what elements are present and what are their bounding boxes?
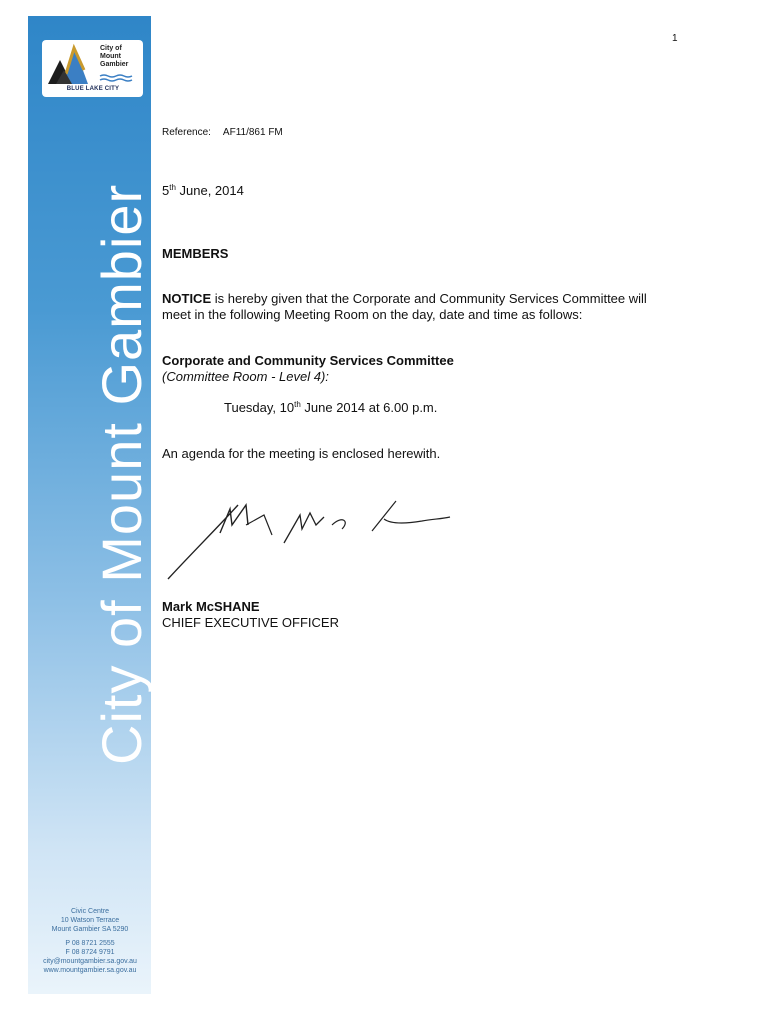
notice-text: is hereby given that the Corporate and Community Services Committee will (211, 291, 647, 306)
website-url: www.mountgambier.sa.gov.au (43, 966, 137, 974)
council-address (30, 908, 150, 976)
signature-icon (160, 495, 460, 585)
date-rest: June, 2014 (175, 183, 244, 198)
address-line: Civic Centre (70, 908, 110, 915)
council-logo (42, 40, 143, 97)
logo-tagline: BLUE LAKE CITY (66, 86, 120, 92)
address-line: Mount Gambier SA 5290 (51, 925, 129, 933)
signatory-name: Mark McSHANE (162, 599, 260, 614)
phone-number: P 08 8721 2555 (65, 940, 115, 948)
fax-number: F 08 8724 9791 (65, 949, 115, 957)
reference-value: AF11/861 FM (222, 127, 283, 138)
meeting-rest: June 2014 at 6.00 p.m. (300, 400, 438, 415)
notice-bold: NOTICE (162, 291, 212, 306)
reference-line (162, 125, 283, 141)
signatory-title: CHIEF EXECUTIVE OFFICER (162, 615, 339, 630)
logo-name: City of Mount Gambier (100, 45, 129, 68)
notice-paragraph-line2: meet in the following Meeting Room on the day, date and time as follows: (162, 307, 583, 322)
committee-name: Corporate and Community Services Committee (162, 353, 454, 368)
addressee: MEMBERS (162, 246, 229, 261)
vertical-council-title: City of Mount Gambier (90, 183, 153, 765)
agenda-note: An agenda for the meeting is enclosed herewith. (162, 446, 441, 461)
notice-paragraph-line1 (162, 291, 647, 307)
address-line: 10 Watson Terrace (60, 916, 120, 924)
reference-label: Reference: (162, 127, 211, 138)
committee-room: (Committee Room - Level 4): (162, 369, 329, 384)
page-number: 1 (672, 33, 678, 44)
meeting-suffix: th (294, 400, 301, 409)
letter-date (162, 183, 244, 199)
meeting-day: Tuesday, 10 (224, 400, 295, 415)
email-address: city@mountgambier.sa.gov.au (43, 957, 137, 965)
date-day: 5 (162, 183, 170, 198)
meeting-datetime (224, 400, 437, 416)
date-suffix: th (169, 183, 176, 192)
